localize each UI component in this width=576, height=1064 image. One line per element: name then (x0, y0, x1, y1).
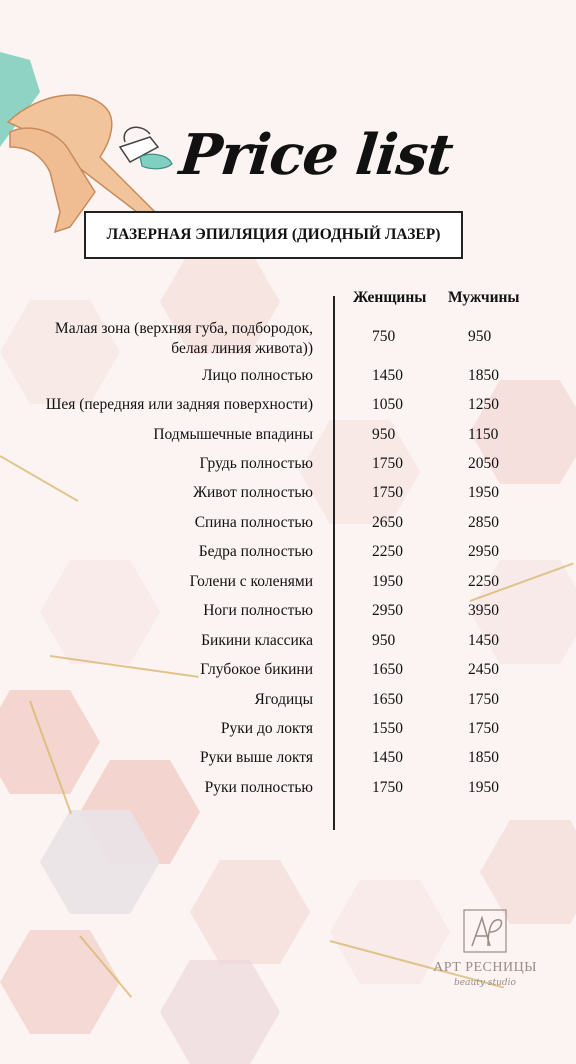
price-men: 1950 (468, 484, 499, 501)
price-men: 1850 (468, 367, 499, 384)
gold-vein (0, 455, 78, 502)
price-women: 1450 (372, 367, 403, 384)
price-men: 950 (468, 328, 492, 345)
service-name-line2: белая линия живота)) (171, 340, 313, 357)
service-name: Ноги полностью (203, 602, 313, 619)
page-title: Price list (176, 122, 456, 188)
price-women: 1050 (372, 396, 403, 413)
price-women: 950 (372, 426, 396, 443)
service-name: Бикини классика (201, 632, 313, 649)
hex-tile (0, 690, 100, 794)
service-name: Руки полностью (204, 779, 313, 796)
price-men: 2450 (468, 661, 499, 678)
price-women: 1650 (372, 691, 403, 708)
price-men: 2050 (468, 455, 499, 472)
price-women: 1750 (372, 455, 403, 472)
hex-tile (160, 960, 280, 1064)
price-women: 1450 (372, 749, 403, 766)
price-men: 1850 (468, 749, 499, 766)
logo-subtitle: beauty studio (454, 978, 516, 988)
studio-logo (433, 908, 537, 1008)
price-women: 1650 (372, 661, 403, 678)
service-name: Лицо полностью (201, 367, 313, 384)
price-women: 2650 (372, 514, 403, 531)
price-men: 3950 (468, 602, 499, 619)
price-men: 1250 (468, 396, 499, 413)
logo-mark-icon (462, 908, 508, 954)
hex-tile (190, 860, 310, 964)
price-men: 2250 (468, 573, 499, 590)
price-women: 1750 (372, 779, 403, 796)
price-women: 750 (372, 328, 396, 345)
hex-tile (0, 300, 120, 404)
column-header-women: Женщины (353, 289, 427, 306)
service-name: Подмышечные впадины (153, 426, 313, 443)
price-men: 1750 (468, 720, 499, 737)
service-name: Спина полностью (194, 514, 313, 531)
service-name: Глубокое бикини (200, 661, 313, 678)
glove-hand (140, 154, 172, 168)
price-women: 2950 (372, 602, 403, 619)
price-men: 1150 (468, 426, 499, 443)
price-women: 1950 (372, 573, 403, 590)
service-name: Голени с коленями (189, 573, 313, 590)
price-women: 2250 (372, 543, 403, 560)
service-name: Ягодицы (254, 691, 313, 708)
logo-brand-name: АРТ РЕСНИЦЫ (433, 960, 537, 975)
service-name: Грудь полностью (199, 455, 313, 472)
price-women: 950 (372, 632, 396, 649)
price-women: 1750 (372, 484, 403, 501)
column-header-men: Мужчины (448, 289, 520, 306)
price-men: 1450 (468, 632, 499, 649)
service-name: Бедра полностью (198, 543, 313, 560)
hex-tile (40, 560, 160, 664)
service-name: Живот полностью (193, 484, 313, 501)
service-name: Шея (передняя или задняя поверхности) (45, 396, 313, 413)
hex-tile (0, 930, 120, 1034)
price-women: 1550 (372, 720, 403, 737)
price-men: 1950 (468, 779, 499, 796)
service-name: Руки выше локтя (199, 749, 313, 766)
price-men: 2850 (468, 514, 499, 531)
service-name: Руки до локтя (220, 720, 313, 737)
section-title: ЛАЗЕРНАЯ ЭПИЛЯЦИЯ (ДИОДНЫЙ ЛАЗЕР) (84, 211, 463, 259)
column-divider (333, 296, 335, 830)
price-men: 1750 (468, 691, 499, 708)
price-men: 2950 (468, 543, 499, 560)
service-name: Малая зона (верхняя губа, подбородок, (54, 320, 313, 337)
